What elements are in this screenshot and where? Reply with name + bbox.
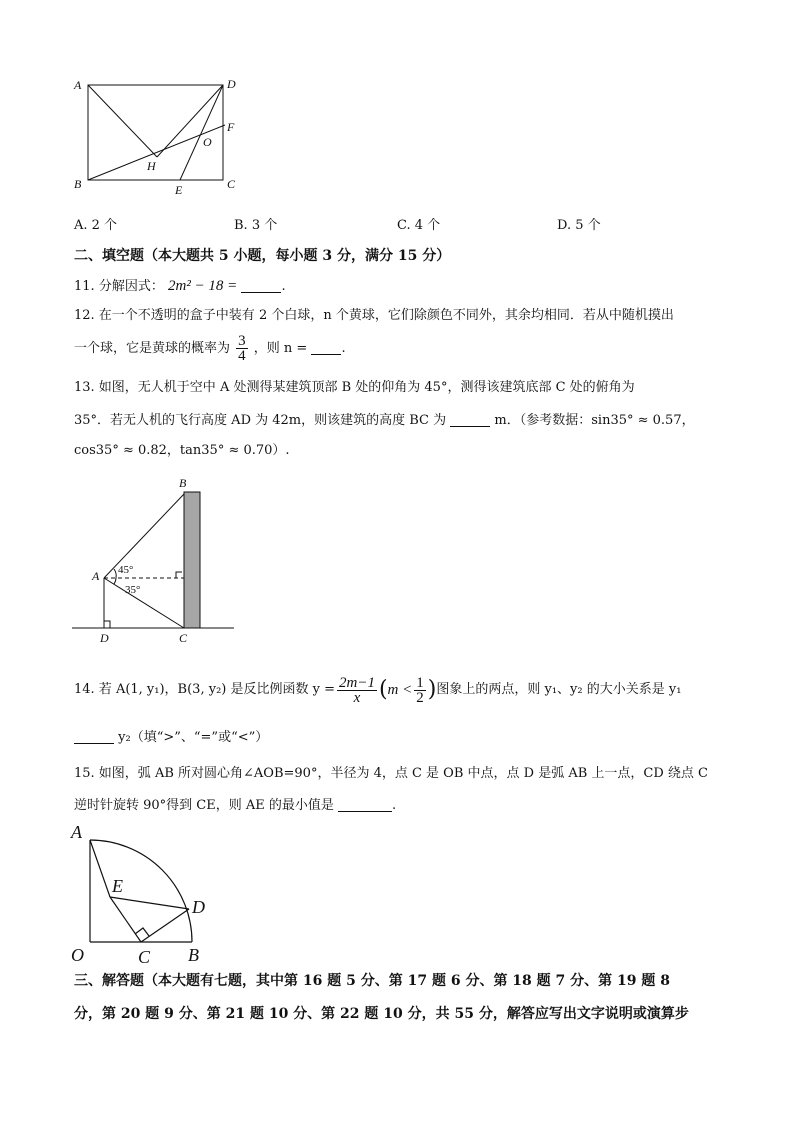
segment-ae <box>90 840 110 897</box>
arc-figure <box>68 818 218 966</box>
q14-denominator: x <box>353 689 361 706</box>
q12-denominator: 4 <box>238 348 246 364</box>
q14-main-fraction <box>337 676 377 705</box>
label-angle-35: 35° <box>125 584 141 596</box>
label-e: E <box>112 876 123 896</box>
question-14-line-2 <box>74 728 268 748</box>
angle-arc-35 <box>114 578 116 584</box>
label-c: C <box>138 947 151 966</box>
segment-ec <box>110 897 141 942</box>
label-o: O <box>71 945 84 965</box>
right-angle-d <box>104 621 110 628</box>
segment-cd <box>141 909 189 942</box>
q11-expression: 2m² − 18 = <box>167 278 238 294</box>
q14-line-2-text: y₂（填“>”、“=”或“<”） <box>118 730 269 745</box>
q14-cond-denominator: 2 <box>416 689 424 706</box>
option-b: B. 3 个 <box>234 218 278 233</box>
q14-condition: m < <box>387 682 413 698</box>
question-13-line-2 <box>74 411 695 431</box>
angle-arc-45 <box>114 569 116 578</box>
label-c: C <box>227 177 236 191</box>
section-fill-in-title: 二、填空题（本大题共 5 小题，每小题 3 分，满分 15 分） <box>74 248 451 264</box>
q13-answer-blank <box>450 412 490 427</box>
section-solution-line-1: 三、解答题（本大题有七题，其中第 16 题 5 分、第 17 题 6 分、第 18 题 7 分、第 19 题 8 <box>74 973 671 989</box>
question-14-line-1 <box>74 672 681 708</box>
q11-text: 分解因式： <box>98 279 164 294</box>
q12-fraction <box>236 334 248 363</box>
segment-ac <box>104 578 184 628</box>
label-b: B <box>188 945 199 965</box>
label-b: B <box>179 476 187 490</box>
q12-answer-blank <box>311 340 341 355</box>
section-solution-line-2: 分，第 20 题 9 分、第 21 题 10 分、第 22 题 10 分，共 55 分，解答应写出文字说明或演算步 <box>74 1006 689 1022</box>
question-12-line-2: 一个球，它是黄球的概率为 $\frac{3}{4}$ ，则 n = . <box>74 333 346 364</box>
label-c: C <box>179 631 188 645</box>
label-e: E <box>175 183 183 197</box>
label-a: A <box>92 569 100 583</box>
label-d: D <box>192 897 205 917</box>
q14-condition-fraction <box>414 676 426 705</box>
q14-numerator: 2m−1 <box>338 674 375 691</box>
segment-ed <box>180 85 223 180</box>
q11-number: 11. <box>74 279 95 294</box>
question-11: 11. 分解因式： 2m² − 18 = . <box>74 278 286 294</box>
building-bc <box>184 492 200 628</box>
label-f: F <box>227 120 235 134</box>
right-angle-c <box>135 928 149 936</box>
q15-answer-blank <box>338 797 392 812</box>
q14-part-1: 14. 若 A(1, y₁)，B(3, y₂) 是反比例函数 y = <box>74 682 335 697</box>
segment-hd <box>157 85 223 157</box>
label-angle-45: 45° <box>118 564 134 576</box>
question-13-line-3: cos35° ≈ 0.82，tan35° ≈ 0.70）. <box>74 443 290 458</box>
q12-numerator: 3 <box>238 333 246 349</box>
q14-answer-blank <box>74 729 114 744</box>
question-13-line-1: 13. 如图，无人机于空中 A 处测得某建筑顶部 B 处的仰角为 45°，测得该建筑底部 C 处的俯角为 <box>74 380 635 395</box>
q12-text-a: 一个球，它是黄球的概率为 <box>74 341 231 356</box>
label-d: D <box>100 631 109 645</box>
q14-part-2: 图象上的两点，则 y₁、y₂ 的大小关系是 y₁ <box>436 682 682 697</box>
rectangle-figure <box>70 74 250 198</box>
segment-ab <box>104 494 184 578</box>
q12-text-b: ，则 n = <box>253 341 308 356</box>
segment-bf <box>88 125 225 180</box>
question-15-line-2: 逆时针旋转 90°得到 CE，则 AE 的最小值是 . <box>74 798 397 813</box>
q13-text-b: m．（参考数据：sin35° ≈ 0.57， <box>494 413 695 428</box>
label-a: A <box>74 78 82 92</box>
q11-answer-blank <box>241 278 281 293</box>
question-12-line-1: 12. 在一个不透明的盒子中装有 2 个白球，n 个黄球，它们除颜色不同外，其余均相同．若从中随机摸出 <box>74 308 674 323</box>
label-h: H <box>147 159 156 173</box>
label-b: B <box>74 177 82 191</box>
option-a: A. 2 个 <box>74 218 118 233</box>
arc-ab <box>90 840 192 942</box>
segment-ah <box>88 85 157 157</box>
label-d: D <box>227 77 236 91</box>
segment-ed <box>110 897 189 909</box>
q13-text-a: 35°．若无人机的飞行高度 AD 为 42m，则该建筑的高度 BC 为 <box>74 413 447 428</box>
q15-line-2-text: 逆时针旋转 90°得到 CE，则 AE 的最小值是 <box>74 798 334 813</box>
q14-cond-numerator: 1 <box>416 674 424 691</box>
drone-building-figure <box>70 474 240 646</box>
q14-paren-open: ( <box>378 677 388 702</box>
label-a: A <box>71 822 82 842</box>
question-15-line-1: 15. 如图，弧 AB 所对圆心角∠AOB=90°，半径为 4，点 C 是 OB 中点，点 D 是弧 AB 上一点，CD 绕点 C <box>74 766 709 781</box>
option-d: D. 5 个 <box>557 218 601 233</box>
right-angle-marker <box>176 572 182 578</box>
option-c: C. 4 个 <box>397 218 441 233</box>
q14-paren-close: ) <box>427 677 437 702</box>
label-o: O <box>203 135 212 149</box>
